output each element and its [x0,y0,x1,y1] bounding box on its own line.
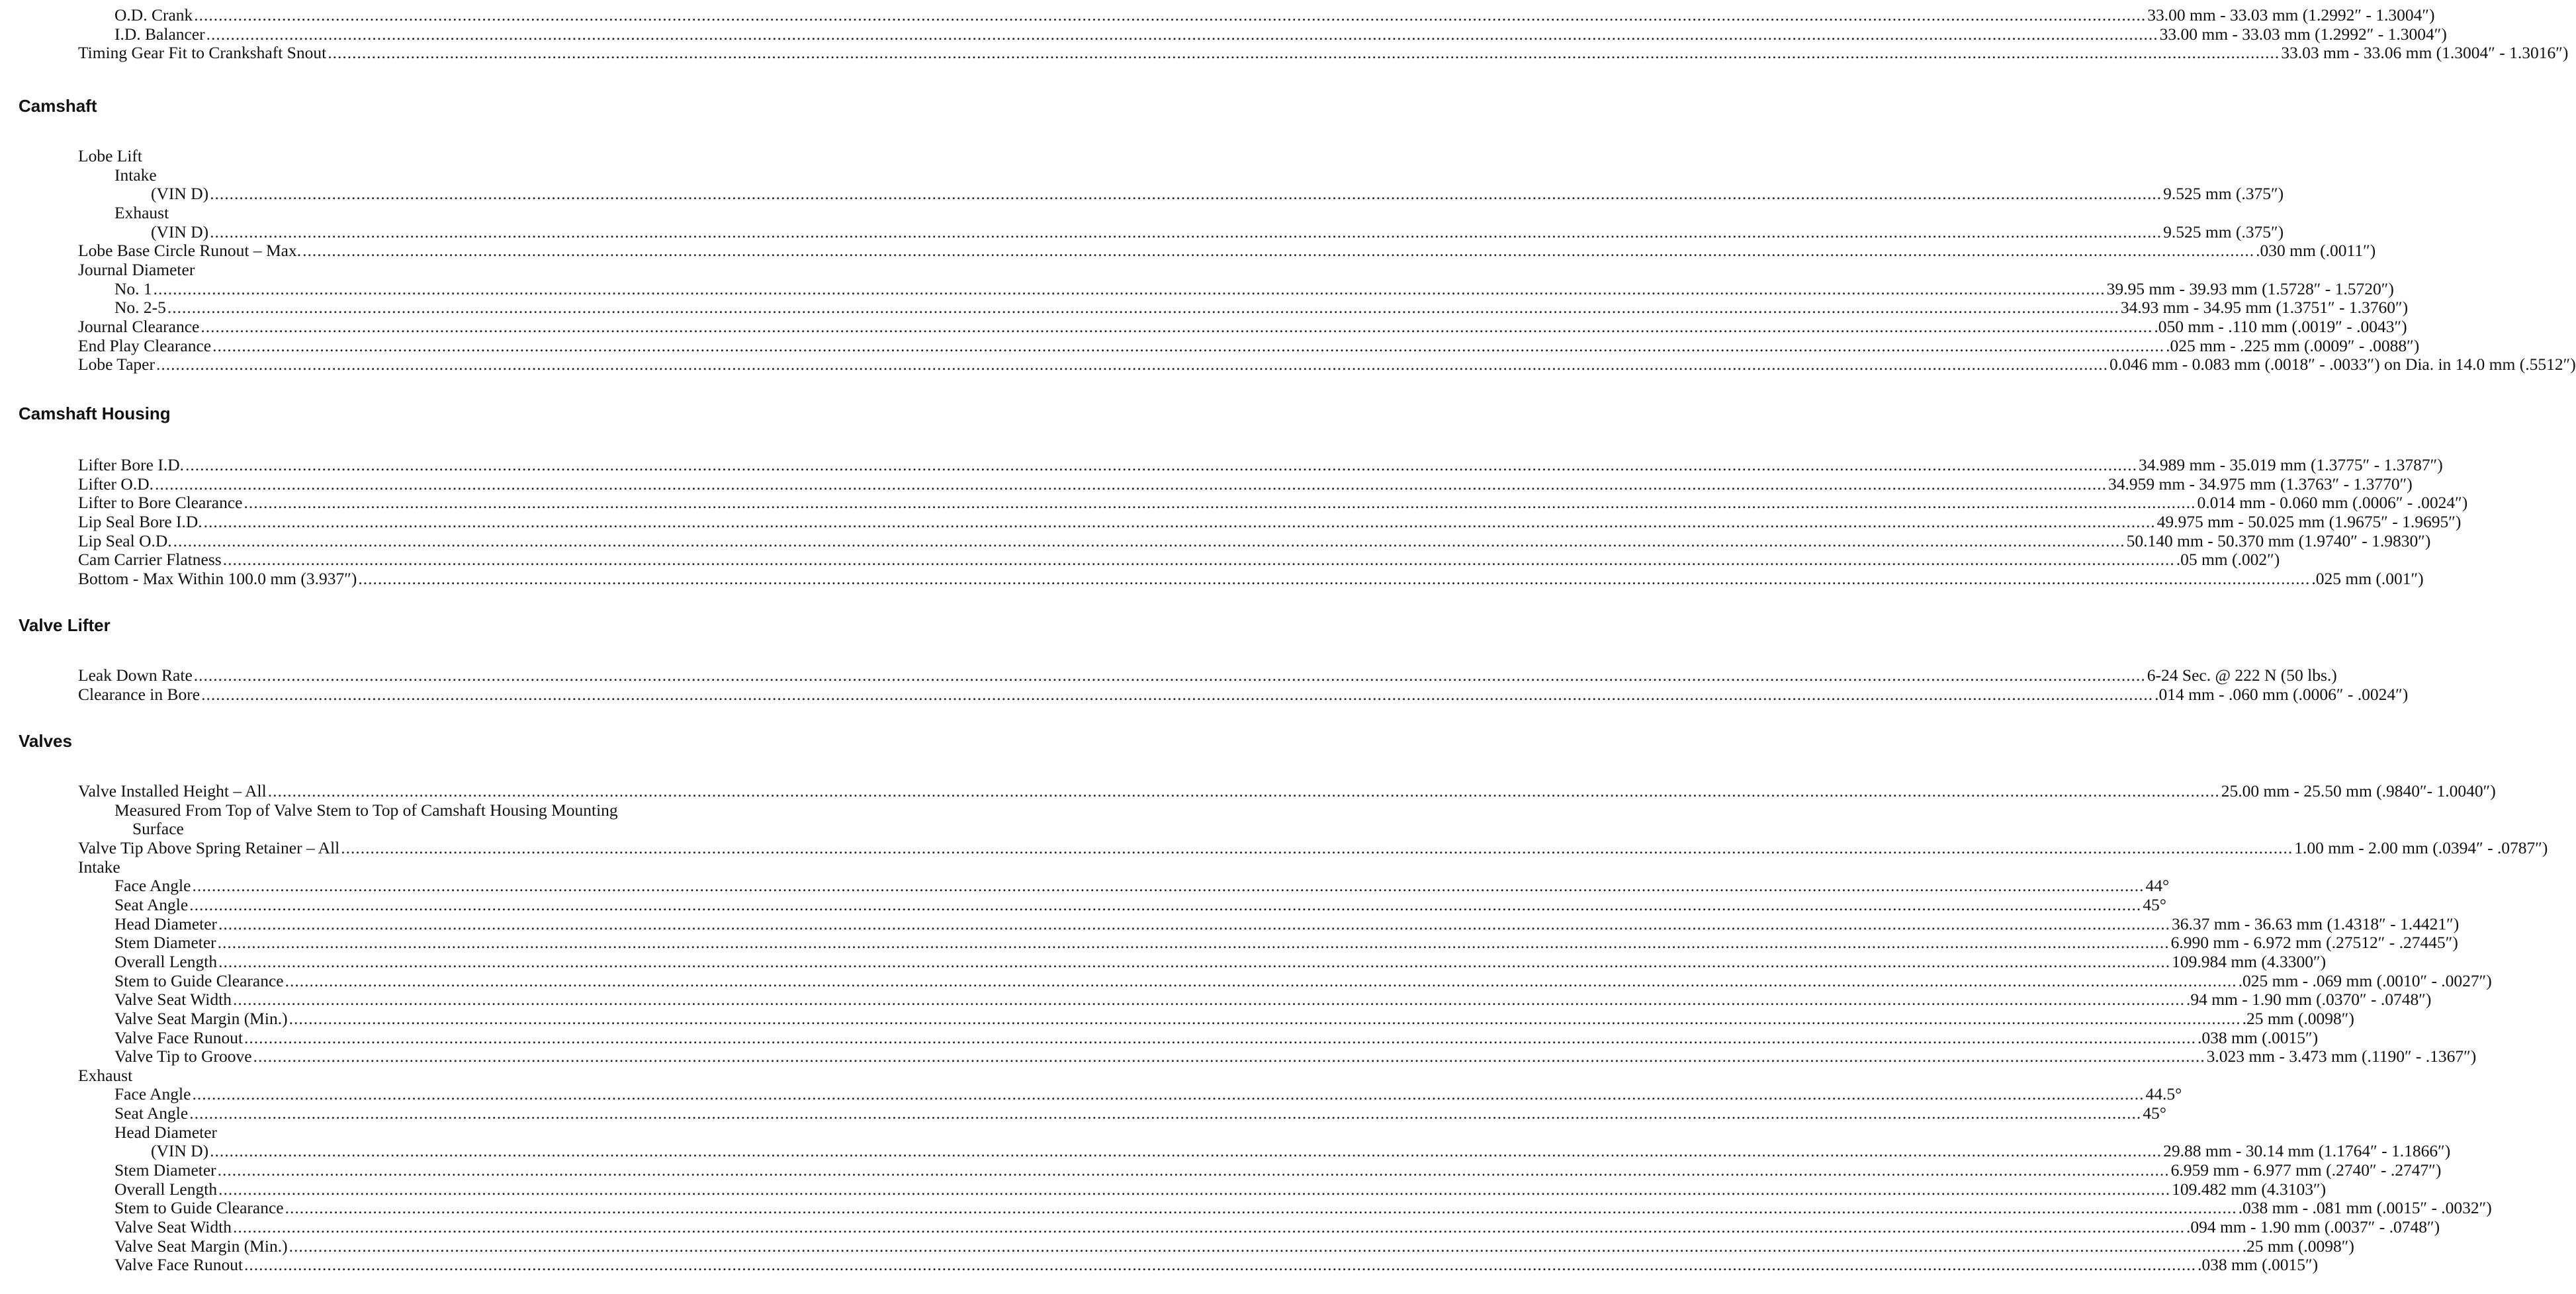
spec-label: Intake [78,857,120,877]
spec-value: 34.93 mm - 34.95 mm (1.3751″ - 1.3760″) [2120,298,2409,318]
spec-label: Seat Angle [114,1103,189,1123]
spec-label: Intake [114,165,157,185]
spec-row [78,512,2462,531]
spec-value: 36.37 mm - 36.63 mm (1.4318″ - 1.4421″) [2172,914,2460,933]
spec-value: 0.046 mm - 0.083 mm (.0018″ - .0033″) on Dia. in 14.0 mm (.5512″) [2109,355,2576,374]
spec-row [78,260,869,279]
spec-row [78,279,2394,298]
leader-dots: ................................................................................................................................................................................................................................................................................................................................................................................................................ [289,1236,2241,1256]
spec-label: Overall Length [114,951,218,971]
leader-dots: ................................................................................................................................................................................................................................................................................................................................................................................................................ [206,24,2158,44]
spec-value: .25 mm (.0098″) [2242,1008,2354,1028]
spec-label: Head Diameter [114,914,218,933]
spec-row [78,222,2284,241]
spec-label: Lobe Taper [78,355,155,374]
spec-row [78,1103,2166,1123]
spec-row [78,970,2492,990]
spec-row [78,1217,2440,1236]
leader-dots: ................................................................................................................................................................................................................................................................................................................................................................................................................ [155,355,2108,374]
spec-value: 44.5° [2145,1084,2182,1104]
spec-value: 0.014 mm - 0.060 mm (.0006″ - .0024″) [2197,493,2468,513]
spec-label: Valve Seat Width [114,990,232,1010]
spec-label: No. 1 [114,279,152,298]
leader-dots: ................................................................................................................................................................................................................................................................................................................................................................................................................ [289,1008,2241,1028]
spec-value: .025 mm - .069 mm (.0010″ - .0027″) [2238,970,2492,990]
spec-label: O.D. Crank [114,5,193,24]
spec-label: Seat Angle [114,894,189,914]
spec-row [78,1255,2319,1275]
leader-dots: ................................................................................................................................................................................................................................................................................................................................................................................................................ [341,838,2293,857]
spec-label: Exhaust [114,202,169,222]
spec-value: 33.03 mm - 33.06 mm (1.3004″ - 1.3016″) [2281,43,2569,63]
spec-value: .014 mm - .060 mm (.0006″ - .0024″) [2154,684,2409,704]
spec-value: .038 mm (.0015″) [2198,1255,2319,1275]
spec-row [78,933,2458,953]
spec-value: 6.959 mm - 6.977 mm (.2740″ - .2747″) [2170,1160,2442,1180]
spec-row [78,474,2413,494]
spec-label: No. 2-5 [114,298,166,318]
leader-dots: ................................................................................................................................................................................................................................................................................................................................................................................................................ [218,914,2171,933]
spec-label: Lifter Bore I.D. [78,455,185,474]
section-heading-camshaft-housing: Camshaft Housing [19,404,171,423]
spec-label: Valve Seat Margin (Min.) [114,1236,288,1256]
spec-label: (VIN D) [151,1141,209,1161]
spec-label: Valve Seat Width [114,1217,232,1236]
spec-label: Stem Diameter [114,933,216,953]
spec-label: Face Angle [114,1084,191,1104]
spec-row [78,684,2409,704]
leader-dots: ................................................................................................................................................................................................................................................................................................................................................................................................................ [244,493,2196,513]
spec-label: Surface [132,819,184,839]
spec-label: Journal Diameter [78,259,195,279]
spec-row [78,550,2280,570]
section-heading-camshaft: Camshaft [19,96,97,116]
leader-dots: ................................................................................................................................................................................................................................................................................................................................................................................................................ [210,222,2162,241]
spec-row [78,298,2409,318]
spec-row [78,568,2424,588]
spec-label: Journal Clearance [78,316,200,336]
spec-value: .025 mm (.001″) [2311,568,2424,588]
leader-dots: ................................................................................................................................................................................................................................................................................................................................................................................................................ [232,1217,2185,1236]
spec-row [78,316,2407,336]
spec-label: Timing Gear Fit to Crankshaft Snout [78,43,327,63]
spec-row [78,355,2576,374]
leader-dots: ................................................................................................................................................................................................................................................................................................................................................................................................................ [244,1255,2197,1275]
leader-dots: ................................................................................................................................................................................................................................................................................................................................................................................................................ [173,531,2125,550]
spec-row [78,455,2443,474]
spec-value: .030 mm (.0011″) [2256,241,2376,261]
leader-dots: ................................................................................................................................................................................................................................................................................................................................................................................................................ [217,1160,2170,1180]
spec-label: Overall Length [114,1179,218,1199]
leader-dots: ................................................................................................................................................................................................................................................................................................................................................................................................................ [203,512,2156,531]
spec-row [78,1008,2354,1028]
spec-label: Lip Seal Bore I.D. [78,512,202,531]
leader-dots: ................................................................................................................................................................................................................................................................................................................................................................................................................ [232,990,2185,1010]
spec-value: 3.023 mm - 3.473 mm (.1190″ - .1367″) [2206,1047,2477,1066]
leader-dots: ................................................................................................................................................................................................................................................................................................................................................................................................................ [218,1179,2171,1199]
spec-value: .038 mm - .081 mm (.0015″ - .0032″) [2238,1198,2492,1218]
spec-row [78,894,2166,914]
spec-label: Bottom - Max Within 100.0 mm (3.937″) [78,568,357,588]
spec-value: 45° [2143,894,2166,914]
leader-dots: ................................................................................................................................................................................................................................................................................................................................................................................................................ [210,1141,2162,1161]
spec-label: Lifter O.D. [78,474,154,494]
spec-label: Stem Diameter [114,1160,216,1180]
spec-row [78,24,2447,44]
spec-row [78,838,2548,857]
spec-row [78,1047,2477,1066]
spec-row [78,666,2337,685]
spec-value: 33.00 mm - 33.03 mm (1.2992″ - 1.3004″) [2147,5,2435,24]
leader-dots: ................................................................................................................................................................................................................................................................................................................................................................................................................ [218,951,2171,971]
spec-value: .94 mm - 1.90 mm (.0370″ - .0748″) [2186,990,2432,1010]
spec-label: Cam Carrier Flatness [78,550,222,570]
spec-row [78,857,869,877]
leader-dots: ................................................................................................................................................................................................................................................................................................................................................................................................................ [192,876,2145,896]
spec-row [78,1179,2327,1199]
spec-row [78,5,2435,24]
spec-row [78,203,869,222]
spec-row [78,1123,869,1142]
leader-dots: ................................................................................................................................................................................................................................................................................................................................................................................................................ [222,550,2175,570]
leader-dots: ................................................................................................................................................................................................................................................................................................................................................................................................................ [358,568,2311,588]
spec-label: I.D. Balancer [114,24,205,44]
spec-value: 39.95 mm - 39.93 mm (1.5728″ - 1.5720″) [2106,279,2394,298]
spec-row [78,1160,2442,1180]
spec-value: 49.975 mm - 50.025 mm (1.9675″ - 1.9695″) [2156,512,2462,531]
spec-row [78,1084,2182,1104]
spec-label: Valve Tip to Groove [114,1047,252,1066]
spec-label: Valve Face Runout [114,1255,244,1275]
spec-row [78,43,2569,63]
leader-dots: ................................................................................................................................................................................................................................................................................................................................................................................................................ [267,781,2220,800]
leader-dots: ................................................................................................................................................................................................................................................................................................................................................................................................................ [302,241,2255,261]
spec-label: Leak Down Rate [78,666,193,685]
spec-label: Stem to Guide Clearance [114,970,284,990]
spec-row [78,1141,2451,1161]
leader-dots: ................................................................................................................................................................................................................................................................................................................................................................................................................ [153,279,2106,298]
spec-row [78,335,2420,355]
spec-value: 6.990 mm - 6.972 mm (.27512″ - .27445″) [2170,933,2458,953]
leader-dots: ................................................................................................................................................................................................................................................................................................................................................................................................................ [285,1198,2237,1218]
spec-label: End Play Clearance [78,335,212,355]
spec-value: 6-24 Sec. @ 222 N (50 lbs.) [2147,666,2337,685]
spec-label: Measured From Top of Valve Stem to Top of Camshaft Housing Mounting [114,800,618,820]
spec-value: 109.984 mm (4.3300″) [2172,951,2327,971]
leader-dots: ................................................................................................................................................................................................................................................................................................................................................................................................................ [155,474,2108,494]
spec-row [78,1236,2354,1256]
spec-value: 44° [2145,876,2170,896]
spec-label: Valve Face Runout [114,1027,244,1047]
spec-row [78,1198,2492,1218]
leader-dots: ................................................................................................................................................................................................................................................................................................................................................................................................................ [328,43,2280,63]
spec-label: Head Diameter [114,1122,218,1142]
spec-value: .038 mm (.0015″) [2198,1027,2319,1047]
spec-value: 34.989 mm - 35.019 mm (1.3775″ - 1.3787″) [2139,455,2443,474]
spec-row [78,1027,2319,1047]
spec-row [78,876,2170,896]
spec-value: .25 mm (.0098″) [2242,1236,2354,1256]
spec-row [78,493,2468,513]
leader-dots: ................................................................................................................................................................................................................................................................................................................................................................................................................ [194,5,2147,24]
spec-label: Lobe Lift [78,146,143,165]
spec-row [78,184,2284,204]
spec-value: .050 mm - .110 mm (.0019″ - .0043″) [2154,316,2407,336]
leader-dots: ................................................................................................................................................................................................................................................................................................................................................................................................................ [192,1084,2145,1104]
leader-dots: ................................................................................................................................................................................................................................................................................................................................................................................................................ [212,335,2165,355]
spec-label: Face Angle [114,876,191,896]
spec-value: 109.482 mm (4.3103″) [2172,1179,2327,1199]
leader-dots: ................................................................................................................................................................................................................................................................................................................................................................................................................ [185,455,2138,474]
spec-label: Exhaust [78,1065,133,1085]
spec-label: Clearance in Bore [78,684,200,704]
spec-row [78,531,2431,550]
spec-row [78,800,869,820]
spec-label: Valve Tip Above Spring Retainer – All [78,838,340,857]
spec-value: 45° [2143,1103,2166,1123]
spec-value: .094 mm - 1.90 mm (.0037″ - .0748″) [2186,1217,2440,1236]
spec-label: Valve Installed Height – All [78,781,267,800]
spec-value: 50.140 mm - 50.370 mm (1.9740″ - 1.9830″) [2126,531,2431,550]
spec-row [78,146,869,165]
spec-row [78,819,869,838]
leader-dots: ................................................................................................................................................................................................................................................................................................................................................................................................................ [167,298,2119,318]
spec-value: 1.00 mm - 2.00 mm (.0394″ - .0787″) [2294,838,2548,857]
spec-value: 25.00 mm - 25.50 mm (.9840″- 1.0040″) [2221,781,2496,800]
section-heading-valves: Valves [19,731,72,751]
spec-row [78,1066,869,1085]
leader-dots: ................................................................................................................................................................................................................................................................................................................................................................................................................ [210,184,2162,204]
spec-label: Lobe Base Circle Runout – Max. [78,241,302,261]
spec-value: .05 mm (.002″) [2176,550,2280,570]
leader-dots: ................................................................................................................................................................................................................................................................................................................................................................................................................ [244,1027,2197,1047]
leader-dots: ................................................................................................................................................................................................................................................................................................................................................................................................................ [189,1103,2142,1123]
spec-label: (VIN D) [151,222,209,241]
spec-value: .025 mm - .225 mm (.0009″ - .0088″) [2166,335,2420,355]
spec-value: 34.959 mm - 34.975 mm (1.3763″ - 1.3770″) [2108,474,2413,494]
spec-label: Lip Seal O.D. [78,531,172,550]
leader-dots: ................................................................................................................................................................................................................................................................................................................................................................................................................ [189,894,2142,914]
spec-value: 29.88 mm - 30.14 mm (1.1764″ - 1.1866″) [2163,1141,2451,1161]
leader-dots: ................................................................................................................................................................................................................................................................................................................................................................................................................ [217,933,2170,953]
spec-value: 9.525 mm (.375″) [2163,222,2284,241]
spec-row [78,990,2432,1010]
spec-label: Lifter to Bore Clearance [78,493,243,513]
spec-label: (VIN D) [151,184,209,204]
spec-label: Stem to Guide Clearance [114,1198,284,1218]
spec-label: Valve Seat Margin (Min.) [114,1008,288,1028]
leader-dots: ................................................................................................................................................................................................................................................................................................................................................................................................................ [285,970,2237,990]
leader-dots: ................................................................................................................................................................................................................................................................................................................................................................................................................ [253,1047,2205,1066]
spec-row [78,241,2376,261]
spec-value: 9.525 mm (.375″) [2163,184,2284,204]
spec-row [78,914,2460,933]
leader-dots: ................................................................................................................................................................................................................................................................................................................................................................................................................ [200,316,2153,336]
spec-value: 33.00 mm - 33.03 mm (1.2992″ - 1.3004″) [2159,24,2447,44]
spec-row [78,951,2327,971]
spec-row [78,781,2496,800]
spec-row [78,165,869,185]
leader-dots: ................................................................................................................................................................................................................................................................................................................................................................................................................ [193,666,2146,685]
section-heading-valve-lifter: Valve Lifter [19,615,111,635]
leader-dots: ................................................................................................................................................................................................................................................................................................................................................................................................................ [201,684,2154,704]
